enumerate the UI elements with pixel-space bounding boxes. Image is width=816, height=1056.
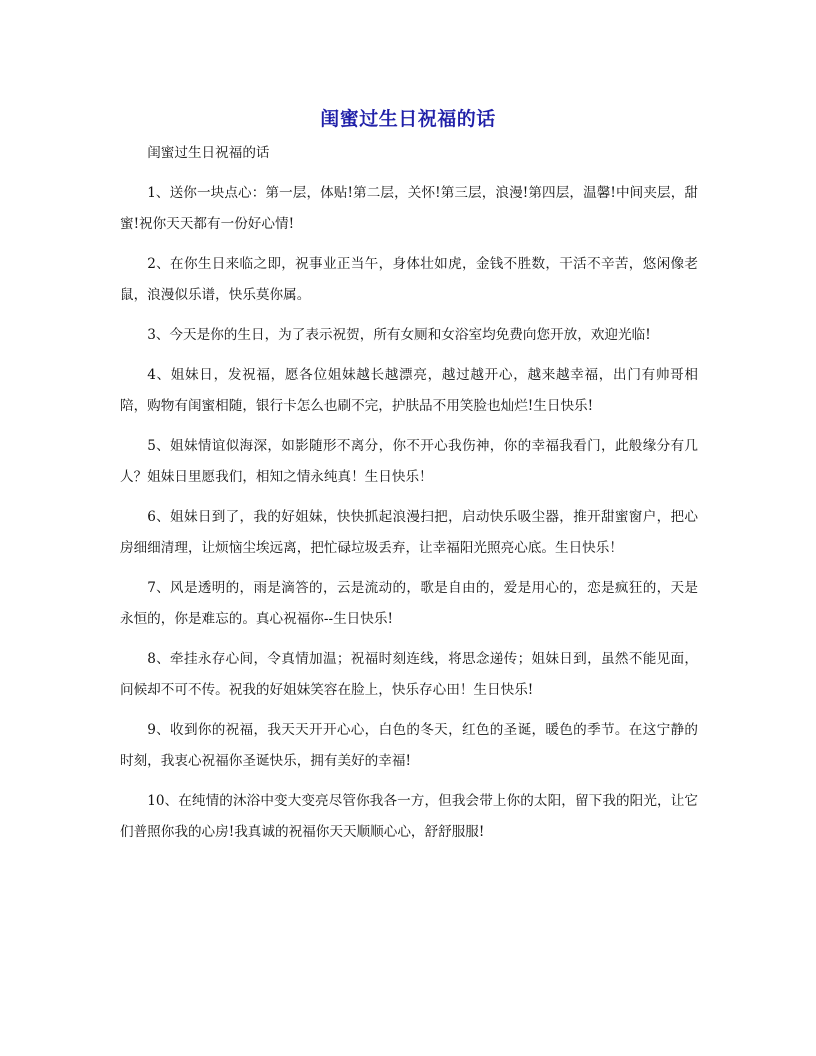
paragraph-4: 4、姐妹日，发祝福，愿各位姐妹越长越漂亮，越过越开心，越来越幸福，出门有帅哥相陪，购物有闺蜜相随，银行卡怎么也刷不完，护肤品不用笑脸也灿烂!生日快乐!	[120, 367, 698, 414]
document-title: 闺蜜过生日祝福的话	[320, 108, 496, 130]
document-body	[120, 138, 698, 857]
paragraph-6: 6、姐妹日到了，我的好姐妹，快快抓起浪漫扫把，启动快乐吸尘器，推开甜蜜窗户，把心房细细清理，让烦恼尘埃远离，把忙碌垃圾丢弃，让幸福阳光照亮心底。生日快乐！	[120, 509, 698, 556]
paragraph-9: 9、收到你的祝福，我天天开开心心，白色的冬天，红色的圣诞，暖色的季节。在这宁静的时刻，我衷心祝福你圣诞快乐，拥有美好的幸福!	[120, 722, 698, 769]
paragraph-7: 7、风是透明的，雨是滴答的，云是流动的，歌是自由的，爱是用心的，恋是疯狂的，天是永恒的，你是难忘的。真心祝福你--生日快乐!	[120, 580, 698, 627]
paragraph-2: 2、在你生日来临之即，祝事业正当午，身体壮如虎，金钱不胜数，干活不辛苦，悠闲像老鼠，浪漫似乐谱，快乐莫你属。	[120, 256, 698, 303]
document-subtitle: 闺蜜过生日祝福的话	[147, 145, 270, 161]
paragraph-8: 8、牵挂永存心间，令真情加温；祝福时刻连线，将思念递传；姐妹日到，虽然不能见面，问候却不可不传。祝我的好姐妹笑容在脸上，快乐存心田！生日快乐!	[120, 651, 698, 698]
paragraph-1: 1、送你一块点心：第一层，体贴!第二层，关怀!第三层，浪漫!第四层，温馨!中间夹层，甜蜜!祝你天天都有一份好心情!	[120, 185, 698, 232]
paragraph-3: 3、今天是你的生日，为了表示祝贺，所有女厕和女浴室均免费向您开放，欢迎光临!	[147, 327, 651, 343]
paragraph-5: 5、姐妹情谊似海深，如影随形不离分，你不开心我伤神，你的幸福我看门，此般缘分有几人？姐妹日里愿我们，相知之情永纯真！生日快乐！	[120, 438, 698, 485]
paragraph-10: 10、在纯情的沐浴中变大变亮尽管你我各一方，但我会带上你的太阳，留下我的阳光，让它们普照你我的心房!我真诚的祝福你天天顺顺心心，舒舒服服!	[120, 793, 698, 840]
